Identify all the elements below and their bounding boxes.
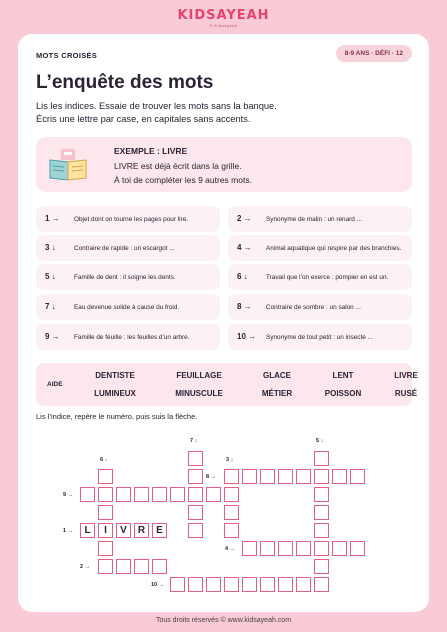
- grid-cell[interactable]: [278, 469, 293, 484]
- grid-label: 10 →: [151, 582, 165, 588]
- grid-cell[interactable]: [224, 469, 239, 484]
- worksheet-kicker: MOTS CROISÉS: [36, 51, 98, 60]
- grid-cell[interactable]: [278, 577, 293, 592]
- clue-number: 6 ↓: [237, 272, 248, 281]
- grid-cell[interactable]: [224, 523, 239, 538]
- clue-2: [228, 206, 412, 232]
- word-bank-word: MINUSCULE: [175, 389, 223, 398]
- grid-cell[interactable]: [98, 487, 113, 502]
- grid-label: 1 →: [63, 528, 74, 534]
- clue-1: [36, 206, 220, 232]
- grid-cell[interactable]: I: [98, 523, 113, 538]
- word-bank: [36, 363, 418, 406]
- grid-cell[interactable]: [260, 577, 275, 592]
- grid-cell[interactable]: [242, 469, 257, 484]
- instruction-line: Écris une lettre par case, en capitales sans accents.: [36, 114, 251, 124]
- word-bank-word: FEUILLAGE: [176, 371, 222, 380]
- grid-cell[interactable]: R: [134, 523, 149, 538]
- grid-cell[interactable]: [98, 505, 113, 520]
- grid-cell[interactable]: [242, 541, 257, 556]
- clue-number: 2 →: [237, 214, 252, 223]
- clue-text: Famille de dent : il soigne les dents.: [74, 273, 176, 281]
- grid-cell[interactable]: [260, 541, 275, 556]
- grid-cell[interactable]: [314, 559, 329, 574]
- grid-label: 6 ↓: [100, 457, 108, 463]
- example-line: À toi de compléter les 9 autres mots.: [114, 175, 252, 185]
- grid-cell[interactable]: [242, 577, 257, 592]
- grid-cell[interactable]: [188, 451, 203, 466]
- clue-text: Eau devenue solide à cause du froid.: [74, 303, 180, 311]
- clue-text: Contraire de rapide : un escargot ...: [74, 244, 175, 252]
- grid-cell[interactable]: [188, 469, 203, 484]
- clue-9: [36, 324, 220, 350]
- clue-text: Synonyme de malin : un renard ...: [266, 215, 362, 223]
- grid-cell[interactable]: [206, 577, 221, 592]
- grid-cell[interactable]: [170, 577, 185, 592]
- clue-text: Famille de feuille : les feuilles d’un arbre.: [74, 333, 190, 341]
- grid-cell[interactable]: [170, 487, 185, 502]
- grid-cell[interactable]: [98, 469, 113, 484]
- grid-cell[interactable]: [314, 541, 329, 556]
- grid-cell[interactable]: E: [152, 523, 167, 538]
- grid-cell[interactable]: [260, 469, 275, 484]
- clue-text: Contraire de sombre : un salon ...: [266, 303, 361, 311]
- clue-3: [36, 235, 220, 261]
- clue-5: [36, 264, 220, 290]
- brand-name: KIDSAYEAH: [177, 8, 270, 23]
- grid-cell[interactable]: [188, 577, 203, 592]
- clue-number: 9 →: [45, 332, 60, 341]
- grid-cell[interactable]: [314, 577, 329, 592]
- clue-number: 1 →: [45, 214, 60, 223]
- clue-number: 7 ↓: [45, 302, 56, 311]
- grid-cell[interactable]: [134, 559, 149, 574]
- word-bank-word: DENTISTE: [95, 371, 135, 380]
- grid-cell[interactable]: V: [116, 523, 131, 538]
- grid-cell[interactable]: [296, 469, 311, 484]
- grid-label: 9 →: [63, 492, 74, 498]
- grid-cell[interactable]: [134, 487, 149, 502]
- clue-8: [228, 294, 412, 320]
- footer-copyright: Tous droits réservés © www.kidsayeah.com: [155, 617, 292, 624]
- grid-cell[interactable]: [314, 469, 329, 484]
- clue-number: 8 →: [237, 302, 252, 311]
- word-bank-word: LENT: [332, 371, 354, 380]
- example-box: [36, 137, 412, 192]
- grid-label: 4 →: [225, 546, 236, 552]
- grid-cell[interactable]: [296, 577, 311, 592]
- grid-cell[interactable]: [116, 559, 131, 574]
- grid-cell[interactable]: [206, 487, 221, 502]
- grid-cell[interactable]: [188, 505, 203, 520]
- grid-cell[interactable]: [188, 487, 203, 502]
- word-bank-word: RUSÉ: [394, 389, 418, 398]
- example-line: LIVRE est déjà écrit dans la grille.: [114, 161, 242, 171]
- example-title: EXEMPLE : LIVRE: [114, 146, 188, 156]
- grid-cell[interactable]: [152, 559, 167, 574]
- grid-cell[interactable]: [332, 541, 347, 556]
- brand-logo: [0, 8, 447, 28]
- instruction-line: Lis les indices. Essaie de trouver les mots sans la banque.: [36, 101, 277, 111]
- clue-number: 5 ↓: [45, 272, 56, 281]
- clue-6: [228, 264, 412, 290]
- instructions: [36, 100, 277, 126]
- word-bank-label: AIDE: [47, 381, 63, 388]
- clue-text: Animal aquatique qui respire par des branchies.: [266, 244, 402, 252]
- book-icon: [48, 148, 88, 182]
- grid-cell[interactable]: [278, 541, 293, 556]
- grid-cell[interactable]: [350, 469, 365, 484]
- word-bank-word: GLACE: [263, 371, 291, 380]
- level-badge: 8-9 ANS · DÉFI · 12: [336, 45, 412, 62]
- grid-cell[interactable]: [98, 541, 113, 556]
- grid-cell[interactable]: [332, 469, 347, 484]
- clue-number: 3 ↓: [45, 243, 56, 252]
- clue-text: Synonyme de tout petit : un insecte ...: [266, 333, 373, 341]
- grid-cell[interactable]: [314, 487, 329, 502]
- grid-hint: Lis l’indice, repère le numéro, puis suis la flèche.: [36, 412, 198, 421]
- clue-10: [228, 324, 412, 350]
- grid-cell[interactable]: [314, 505, 329, 520]
- clue-number: 4 →: [237, 243, 252, 252]
- grid-label: 8 →: [206, 474, 217, 480]
- grid-label: 7 ↓: [190, 438, 198, 444]
- grid-cell[interactable]: [296, 541, 311, 556]
- grid-label: 3 ↓: [226, 457, 234, 463]
- grid-cell[interactable]: [350, 541, 365, 556]
- grid-cell[interactable]: [152, 487, 167, 502]
- grid-cell[interactable]: [98, 559, 113, 574]
- grid-label: 2 →: [80, 564, 91, 570]
- clue-text: Travail que l’on exerce : pompier en est un.: [266, 273, 389, 281]
- grid-cell[interactable]: [116, 487, 131, 502]
- clue-number: 10 →: [237, 332, 257, 341]
- grid-cell[interactable]: [224, 505, 239, 520]
- page-title: L’enquête des mots: [36, 72, 214, 93]
- clue-7: [36, 294, 220, 320]
- grid-cell[interactable]: [224, 577, 239, 592]
- word-bank-word: LUMINEUX: [94, 389, 136, 398]
- grid-label: 5 ↓: [316, 438, 324, 444]
- word-bank-word: LIVRE: [394, 371, 418, 380]
- word-bank-word: POISSON: [324, 389, 362, 398]
- brand-tagline: © Kidsayeah: [209, 23, 238, 28]
- grid-cell[interactable]: [80, 487, 95, 502]
- clue-text: Objet dont on tourne les pages pour lire.: [74, 215, 189, 223]
- grid-cell[interactable]: [224, 487, 239, 502]
- grid-cell[interactable]: [314, 523, 329, 538]
- grid-cell[interactable]: L: [80, 523, 95, 538]
- clue-4: [228, 235, 412, 261]
- grid-cell[interactable]: [188, 523, 203, 538]
- grid-cell[interactable]: [314, 451, 329, 466]
- word-bank-word: MÉTIER: [261, 389, 293, 398]
